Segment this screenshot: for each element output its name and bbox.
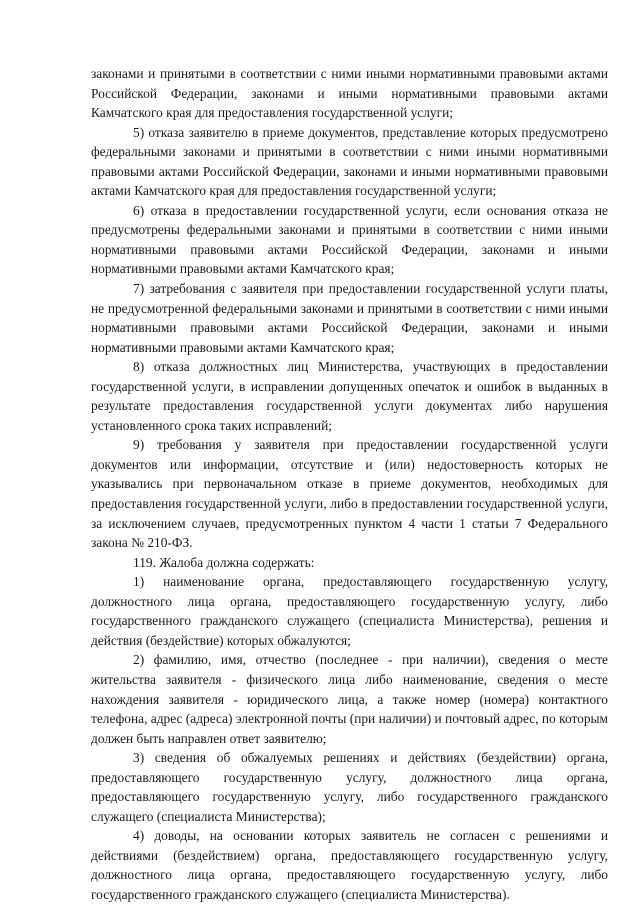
paragraph-item-5: 5) отказа заявителю в приеме документов, представление которых предусмотрено федеральными законами и принятыми в соответствии с ними иными нормативными правовыми актами Российской Федерации, законами и иными нормативными правовыми актами Камчатского края для предоставления государственной услуги; (91, 124, 608, 199)
paragraph-requirement-2: 2) фамилию, имя, отчество (последнее - при наличии), сведения о месте жительства заявителя - физического лица либо наименование, сведения о месте нахождения заявителя - юридического лица, а также номер (номера) контактного телефона, адрес (адреса) электронной почты (при наличии) и почтовый адрес, по которым должен быть направлен ответ заявителю; (91, 652, 608, 746)
paragraph-item-6: 6) отказа в предоставлении государственной услуги, если основания отказа не предусмотрены федеральными законами и принятыми в соответствии с ними иными нормативными правовыми актами Российской Федерации, законами и иными нормативными правовыми актами Камчатского края; (91, 202, 608, 277)
paragraph-item-8: 8) отказа должностных лиц Министерства, участвующих в предоставлении государственной услуги, в исправлении допущенных опечаток и ошибок в выданных в результате предоставления государственной услуги документах либо нарушения установленного срока таких исправлений; (91, 359, 608, 433)
paragraph-requirement-1: 1) наименование органа, предоставляющего государственную услугу, должностного лица органа, предоставляющего государственную услугу, либо государственного гражданского служащего (специалиста Министерства), решения и действия (бездействие) которых обжалуются; (91, 574, 608, 648)
paragraph-continuation: законами и принятыми в соответствии с ними иными нормативными правовыми актами Российской Федерации, законами и иными нормативными правовыми актами Камчатского края для предоставления государственной услуги; (91, 66, 608, 121)
paragraph-requirement-4: 4) доводы, на основании которых заявитель не согласен с решениями и действиями (бездействием) органа, предоставляющего государственную услугу, должностного лица органа, предоставляющего государственную услугу, либо государственного гражданского служащего (специалиста Министерства). (91, 828, 608, 902)
paragraph-item-9: 9) требования у заявителя при предоставлении государственной услуги документов или информации, отсутствие и (или) недостоверность которых не указывались при первоначальном отказе в приеме документов, необходимых для предоставления государственной услуги, либо в предоставлении государственной услуги, за исключением случаев, предусмотренных пунктом 4 части 1 статьи 7 Федерального закона № 210-ФЗ. (91, 437, 608, 551)
section-119-heading: 119. Жалоба должна содержать: (133, 554, 315, 570)
paragraph-requirement-3: 3) сведения об обжалуемых решениях и действиях (бездействии) органа, предоставляющего государственную услугу, должностного лица органа, предоставляющего государственную услугу, либо государственного гражданского служащего (специалиста Министерства); (91, 750, 608, 824)
paragraph-item-7: 7) затребования с заявителя при предоставлении государственной услуги платы, не предусмотренной федеральными законами и принятыми в соответствии с ними иными нормативными правовыми актами Российской Федерации, законами и иными нормативными правовыми актами Камчатского края; (91, 281, 608, 355)
document-page (91, 64, 608, 905)
